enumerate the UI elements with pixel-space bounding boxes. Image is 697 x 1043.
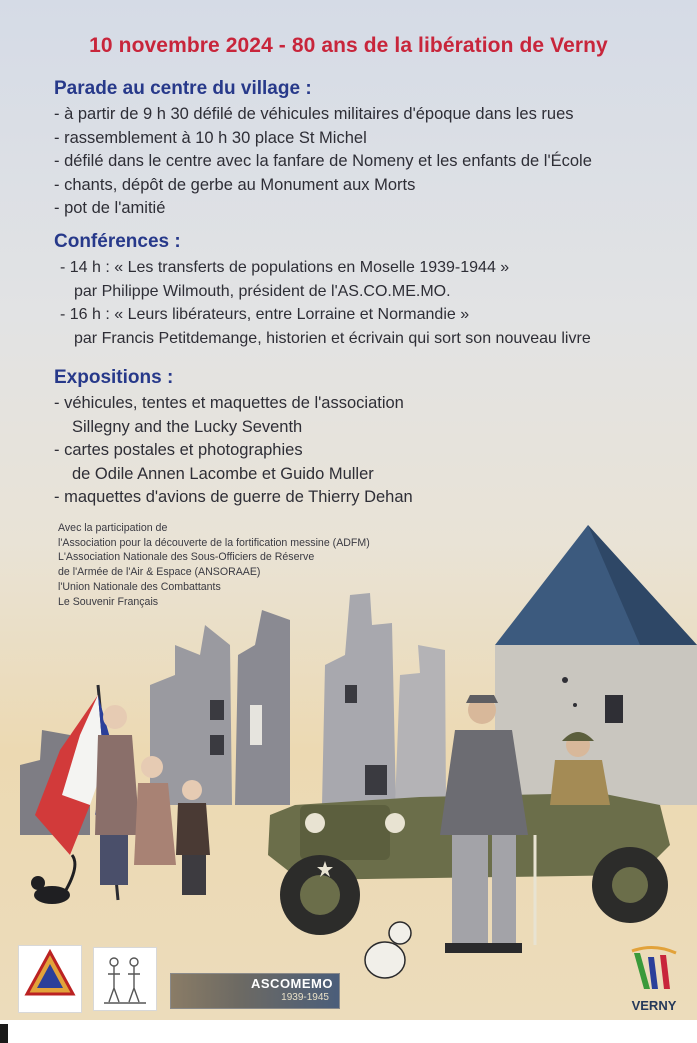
conference-speaker: par Philippe Wilmouth, président de l'AS.CO.ME.MO. [74, 282, 451, 300]
partners-list [58, 521, 370, 609]
parade-section [54, 78, 684, 221]
parade-item: - chants, dépôt de gerbe au Monument aux Morts [54, 175, 416, 194]
partners-intro: Avec la participation de [58, 522, 168, 534]
partner-item: de l'Armée de l'Air & Espace (ANSORAAE) [58, 566, 261, 579]
expositions-heading: Expositions : [54, 367, 174, 388]
soldiers-icon [94, 948, 156, 1010]
conference-title: - 14 h : « Les transferts de populations en Moselle 1939-1944 » [60, 259, 510, 276]
exposition-item-detail: de Odile Annen Lacombe et Guido Muller [72, 464, 374, 483]
partner-item: L'Association Nationale des Sous-Officiers de Réserve [58, 551, 315, 564]
logo-bar [0, 945, 697, 1015]
verny-emblem-icon [624, 945, 684, 995]
soldiers-emblem-logo [93, 947, 157, 1011]
partner-item: l'Association pour la découverte de la fortification messine (ADFM) [58, 536, 370, 549]
ascomemo-years: 1939-1945 [281, 992, 329, 1003]
partner-item: Le Souvenir Français [58, 595, 159, 608]
conferences-section [54, 231, 684, 350]
association-shield-logo [18, 945, 82, 1013]
conference-speaker: par Francis Petitdemange, historien et écrivain qui sort son nouveau livre [74, 329, 591, 347]
conferences-heading: Conférences : [54, 231, 181, 252]
parade-heading: Parade au centre du village : [54, 78, 312, 99]
page-title: 10 novembre 2024 - 80 ans de la libération de Verny [89, 34, 608, 57]
ascomemo-logo [170, 973, 340, 1009]
exposition-item: - véhicules, tentes et maquettes de l'association [54, 394, 404, 412]
parade-item: - à partir de 9 h 30 défilé de véhicules militaires d'époque dans les rues [54, 105, 574, 123]
expositions-section [54, 367, 684, 510]
parade-item: - pot de l'amitié [54, 199, 166, 217]
exposition-item: - cartes postales et photographies [54, 441, 303, 459]
ascomemo-name: ASCOMEMO [251, 976, 333, 991]
conference-title: - 16 h : « Leurs libérateurs, entre Lorraine et Normandie » [60, 306, 470, 323]
parade-item: - rassemblement à 10 h 30 place St Michel [54, 128, 367, 147]
verny-label: VERNY [631, 998, 677, 1013]
verny-logo [624, 945, 684, 1013]
exposition-item: - maquettes d'avions de guerre de Thierry Dehan [54, 488, 413, 506]
parade-item: - défilé dans le centre avec la fanfare de Nomeny et les enfants de l'École [54, 152, 592, 170]
black-cat [31, 855, 75, 904]
exposition-item-detail: Sillegny and the Lucky Seventh [72, 417, 303, 436]
shield-icon [19, 946, 81, 1002]
page-bottom-margin [0, 1020, 697, 1043]
partner-item: l'Union Nationale des Combattants [58, 580, 221, 593]
scan-edge-mark [0, 1024, 8, 1043]
